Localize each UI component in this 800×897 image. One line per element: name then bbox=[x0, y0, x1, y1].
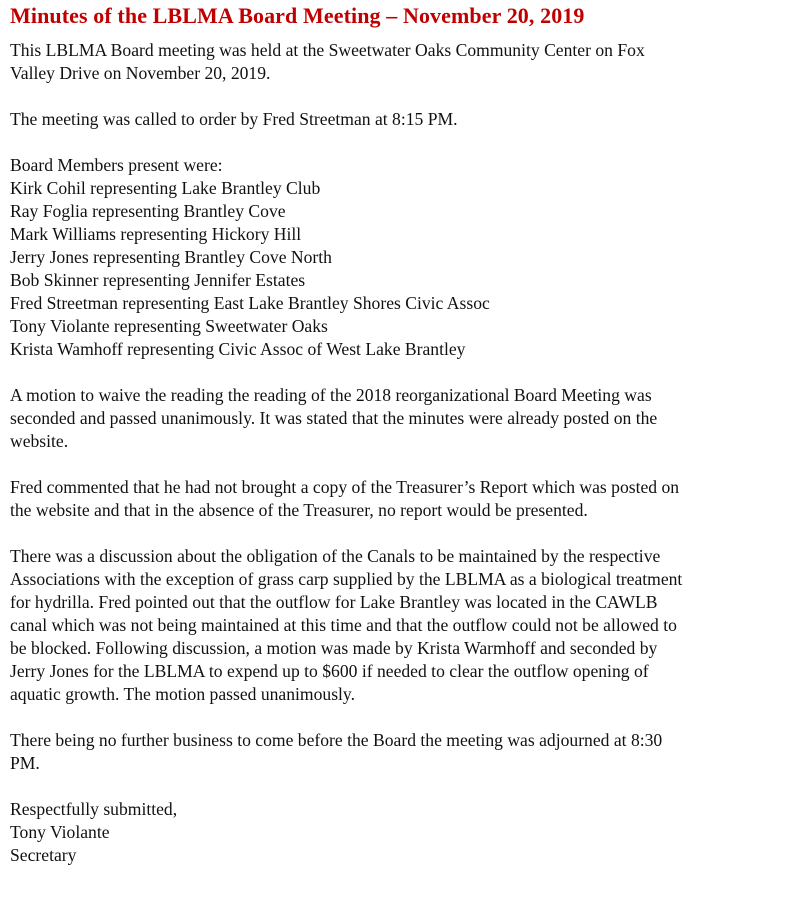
text-line: There was a discussion about the obligation of the Canals to be maintained by the respective bbox=[10, 546, 661, 566]
signature-closing: Respectfully submitted, bbox=[10, 799, 178, 819]
board-members-section bbox=[10, 154, 790, 361]
text-line: There being no further business to come before the Board the meeting was adjourned at 8:30 bbox=[10, 730, 663, 750]
member-item: Ray Foglia representing Brantley Cove bbox=[10, 201, 286, 221]
text-line: canal which was not being maintained at this time and that the outflow could not be allowed to bbox=[10, 615, 677, 635]
text-line: the website and that in the absence of the Treasurer, no report would be presented. bbox=[10, 500, 588, 520]
member-item: Krista Wamhoff representing Civic Assoc of West Lake Brantley bbox=[10, 339, 466, 359]
text-line: A motion to waive the reading the reading of the 2018 reorganizational Board Meeting was bbox=[10, 385, 652, 405]
signature-block bbox=[10, 798, 790, 867]
text-line: for hydrilla. Fred pointed out that the outflow for Lake Brantley was located in the CAWLB bbox=[10, 592, 658, 612]
text-line: Jerry Jones for the LBLMA to expend up to $600 if needed to clear the outflow opening of bbox=[10, 661, 649, 681]
call-to-order-paragraph: The meeting was called to order by Fred Streetman at 8:15 PM. bbox=[10, 109, 458, 129]
text-line: aquatic growth. The motion passed unanimously. bbox=[10, 684, 355, 704]
motion-minutes-paragraph bbox=[10, 384, 790, 453]
text-line: PM. bbox=[10, 753, 40, 773]
treasurer-paragraph bbox=[10, 476, 790, 522]
member-item: Mark Williams representing Hickory Hill bbox=[10, 224, 302, 244]
text-line: seconded and passed unanimously. It was stated that the minutes were already posted on the bbox=[10, 408, 658, 428]
canals-paragraph bbox=[10, 545, 790, 706]
text-line: Valley Drive on November 20, 2019. bbox=[10, 63, 271, 83]
member-item: Bob Skinner representing Jennifer Estates bbox=[10, 270, 306, 290]
member-item: Kirk Cohil representing Lake Brantley Club bbox=[10, 178, 321, 198]
intro-paragraph bbox=[10, 39, 790, 85]
text-line: be blocked. Following discussion, a motion was made by Krista Warmhoff and seconded by bbox=[10, 638, 658, 658]
member-item: Jerry Jones representing Brantley Cove North bbox=[10, 247, 332, 267]
text-line: Fred commented that he had not brought a copy of the Treasurer’s Report which was posted on bbox=[10, 477, 680, 497]
text-line: This LBLMA Board meeting was held at the Sweetwater Oaks Community Center on Fox bbox=[10, 40, 645, 60]
document-title: Minutes of the LBLMA Board Meeting – November 20, 2019 bbox=[10, 3, 585, 28]
member-item: Tony Violante representing Sweetwater Oaks bbox=[10, 316, 328, 336]
text-line: website. bbox=[10, 431, 69, 451]
members-heading: Board Members present were: bbox=[10, 155, 223, 175]
text-line: Associations with the exception of grass carp supplied by the LBLMA as a biological treatment bbox=[10, 569, 683, 589]
member-item: Fred Streetman representing East Lake Brantley Shores Civic Assoc bbox=[10, 293, 490, 313]
signature-name: Tony Violante bbox=[10, 822, 110, 842]
adjourn-paragraph bbox=[10, 729, 790, 775]
signature-role: Secretary bbox=[10, 845, 77, 865]
